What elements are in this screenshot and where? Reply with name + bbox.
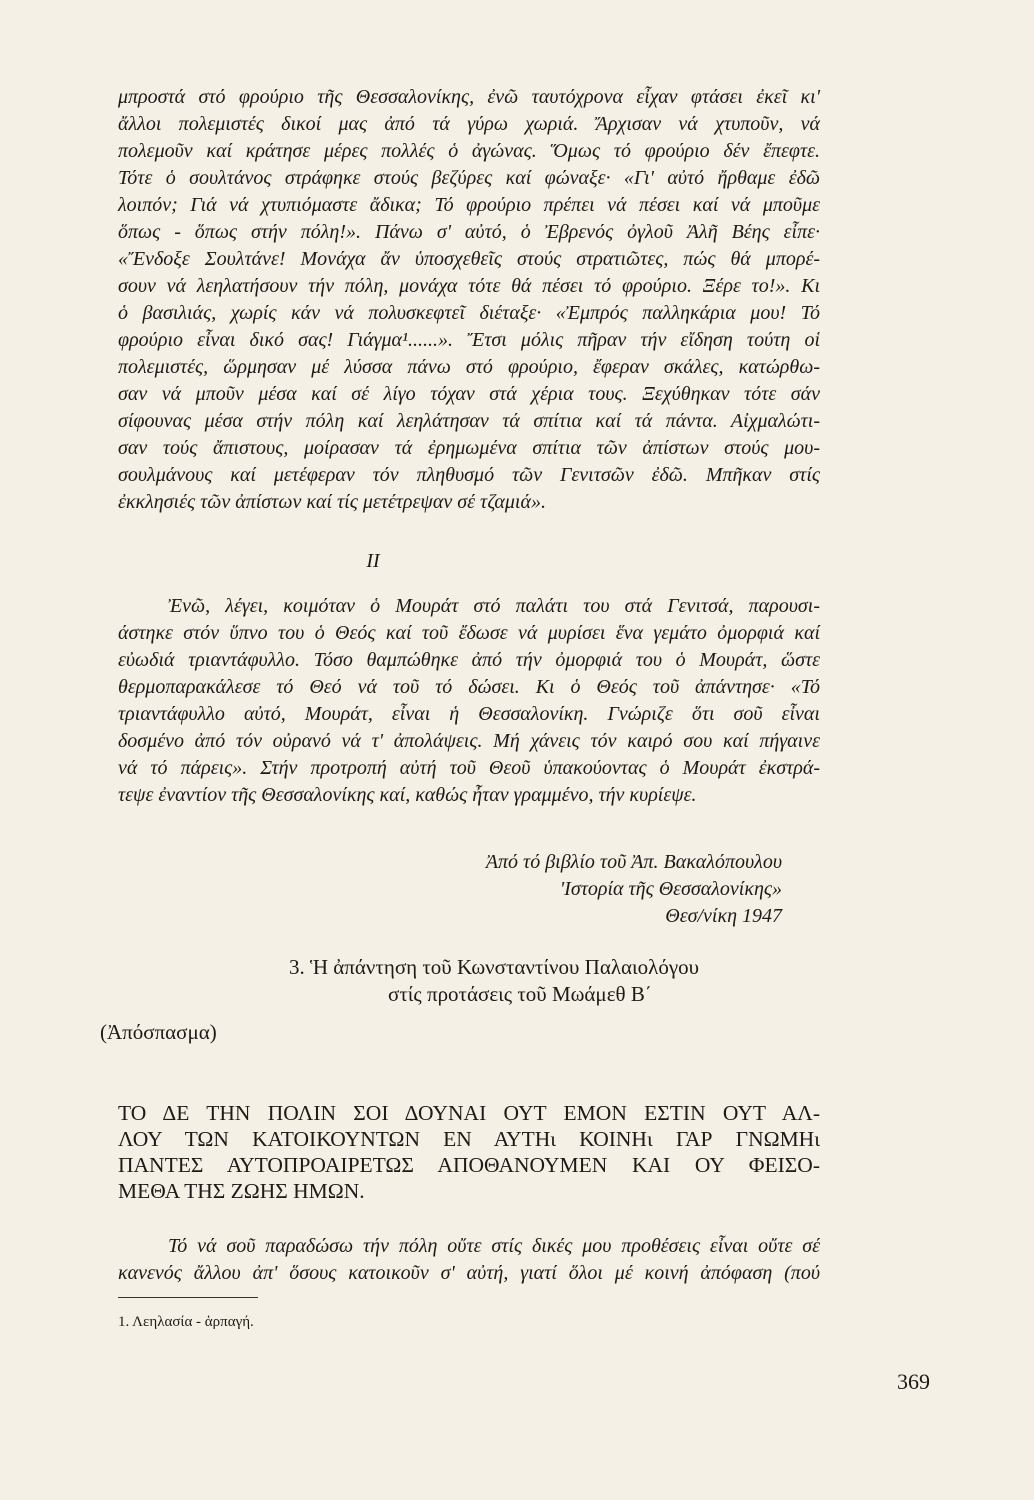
text-line: τεψε ἐναντίον τῆς Θεσσαλονίκης καί, καθώς ἦταν γραμμένο, τήν κυρίεψε.: [118, 784, 697, 806]
text-line: ὅπως - ὅπως στήν πόλη!». Πάνω σ' αὐτό, ὁ Ἐβρενός ὀγλοῦ Ἀλῆ Βέης εἶπε·: [118, 221, 820, 243]
text-line: λοιπόν; Γιά νά χτυπιόμαστε ἄδικα; Τό φρούριο πρέπει νά πέσει καί νά μποῦμε: [118, 194, 820, 216]
text-line: σουν νά λεηλατήσουν τήν πόλη, μονάχα τότε θά πέσει τό φρούριο. Ξέρε το!». Κι: [118, 275, 820, 297]
text-line: πολεμιστές, ὥρμησαν μέ λύσσα πάνω στό φρούριο, ἔφεραν σκάλες, κατώρθω-: [118, 356, 820, 378]
section-ii-heading: II: [366, 550, 380, 572]
text-line: νά τό πάρεις». Στήν προτροπή αὐτή τοῦ Θεοῦ ὑπακούοντας ὁ Μουράτ ἐκστρά-: [118, 757, 820, 779]
text-line: Ἐνῶ, λέγει, κοιμόταν ὁ Μουράτ στό παλάτι του στά Γενιτσά, παρουσι-: [168, 595, 820, 617]
page-number: 369: [897, 1369, 930, 1394]
source-attribution: [486, 849, 782, 930]
section-3-heading-line-2: στίς προτάσεις τοῦ Μωάμεθ Β΄: [388, 982, 652, 1006]
text-line: ὁ βασιλιάς, χωρίς κάν νά πολυσκεφτεῖ διέταξε· «Ἐμπρός παλληκάρια μου! Τό: [118, 302, 820, 324]
text-line: φρούριο εἶναι δικό σας! Γιάγμα¹......». Ἔτσι μόλις πῆραν τήν εἴδηση τούτη οἱ: [118, 329, 820, 351]
text-line: ΛΟΥ ΤΩΝ ΚΑΤΟΙΚΟΥΝΤΩΝ ΕΝ ΑΥΤΗι ΚΟΙΝΗι ΓΑΡ ΓΝΩΜΗι: [118, 1127, 820, 1151]
text-line: «Ἔνδοξε Σουλτάνε! Μονάχα ἄν ὑποσχεθεῖς στούς στρατιῶτες, πώς θά μπορέ-: [118, 248, 820, 270]
text-line: εὐωδιά τριαντάφυλλο. Τόσο θαμπώθηκε ἀπό τήν ὀμορφιά του ὁ Μουράτ, ὥστε: [118, 649, 820, 671]
attribution-line: 'Ιστορία τῆς Θεσσαλονίκης»: [559, 878, 782, 900]
text-line: τριαντάφυλλο αὐτό, Μουράτ, εἶναι ἡ Θεσσαλονίκη. Γνώριζε ὅτι σοῦ εἶναι: [118, 703, 820, 725]
footnote-divider: [118, 1297, 258, 1298]
text-line: δοσμένο ἀπό τόν οὐρανό νά τ' ἀπολάψεις. Μή χάνεις τόν καιρό σου καί πήγαινε: [118, 730, 820, 752]
original-greek-text: [118, 1100, 820, 1204]
text-line: σαν τούς ἄπιστους, μοίρασαν τά ἐρημωμένα σπίτια τῶν ἀπίστων στούς μου-: [118, 437, 820, 459]
text-line: ΠΑΝΤΕΣ ΑΥΤΟΠΡΟΑΙΡΕΤΩΣ ΑΠΟΘΑΝΟΥΜΕΝ ΚΑΙ ΟΥ ΦΕΙΣΟ-: [118, 1153, 820, 1177]
text-line: θερμοπαρακάλεσε τό Θεό νά τοῦ τό δώσει. Κι ὁ Θεός τοῦ ἀπάντησε· «Τό: [118, 676, 820, 698]
section-ii-paragraph: [118, 593, 820, 809]
text-line: ΤΟ ΔΕ ΤΗΝ ΠΟΛΙΝ ΣΟΙ ΔΟΥΝΑΙ ΟΥΤ ΕΜΟΝ ΕΣΤΙΝ ΟΥΤ ΑΛ-: [118, 1101, 820, 1125]
text-line: ἐκκλησιές τῶν ἀπίστων καί τίς μετέτρεψαν σέ τζαμιά».: [118, 491, 546, 513]
section-3-heading-line-1: 3. Ἡ ἀπάντηση τοῦ Κωνσταντίνου Παλαιολόγου: [289, 955, 700, 979]
text-line: ΜΕΘΑ ΤΗΣ ΖΩΗΣ ΗΜΩΝ.: [118, 1179, 365, 1203]
attribution-line: Ἀπό τό βιβλίο τοῦ Ἀπ. Βακαλόπουλου: [485, 851, 782, 873]
excerpt-label: (Ἀπόσπασμα): [100, 1020, 217, 1044]
text-line: σουλμάνους καί μετέφεραν τόν πληθυσμό τῶν Γενιτσῶν ἐδῶ. Μπῆκαν στίς: [118, 464, 820, 486]
text-line: άστηκε στόν ὕπνο του ὁ Θεός καί τοῦ ἔδωσε νά μυρίσει ἕνα γεμάτο ὀμορφιά καί: [118, 622, 820, 644]
text-line: σίφουνας μέσα στήν πόλη καί λεηλάτησαν τά σπίτια καί τά πάντα. Αἰχμαλώτι-: [118, 410, 820, 432]
section-i-paragraph: [118, 84, 820, 516]
text-line: πολεμοῦν καί κράτησε μέρες πολλές ὁ ἀγώνας. Ὅμως τό φρούριο δέν ἔπεφτε.: [118, 140, 820, 162]
text-line: κανενός ἄλλου ἀπ' ὅσους κατοικοῦν σ' αὐτή, γιατί ὅλοι μέ κοινή ἀπόφαση (πού: [118, 1262, 820, 1284]
text-line: Τότε ὁ σουλτάνος στράφηκε στούς βεζύρες καί φώναξε· «Γι' αὐτό ἤρθαμε ἐδῶ: [118, 167, 820, 189]
text-line: Τό νά σοῦ παραδώσω τήν πόλη οὔτε στίς δικές μου προθέσεις εἶναι οὔτε σέ: [168, 1235, 820, 1257]
translation-paragraph: [118, 1233, 820, 1287]
text-line: ἄλλοι πολεμιστές δικοί μας ἀπό τά γύρω χωριά. Ἄρχισαν νά χτυποῦν, νά: [118, 113, 820, 135]
text-line: σαν νά μποῦν μέσα καί σέ λίγο τόχαν στά χέρια τους. Ξεχύθηκαν τότε σάν: [118, 383, 820, 405]
attribution-line: Θεσ/νίκη 1947: [665, 905, 782, 927]
footnote: 1. Λεηλασία - ἁρπαγή.: [118, 1314, 254, 1330]
text-line: μπροστά στό φρούριο τῆς Θεσσαλονίκης, ἐνῶ ταυτόχρονα εἶχαν φτάσει ἐκεῖ κι': [118, 86, 820, 108]
